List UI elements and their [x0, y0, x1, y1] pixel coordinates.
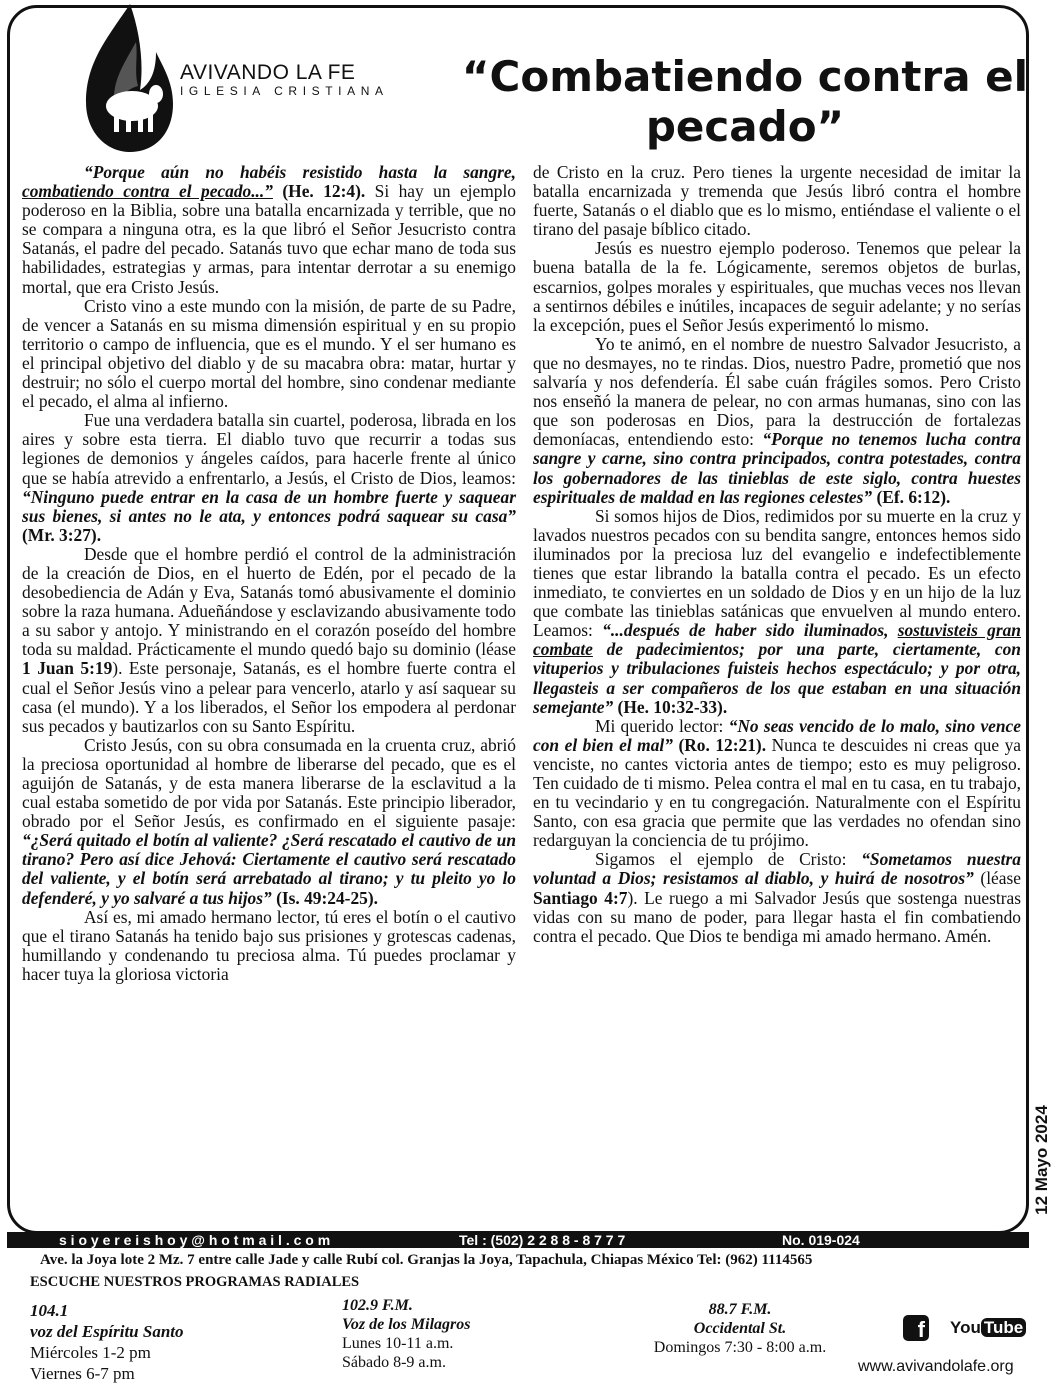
brand	[180, 62, 389, 98]
flame-lamb-logo	[78, 2, 178, 157]
contact-bar	[7, 1232, 1029, 1248]
issue-date: 12 Mayo 2024	[1032, 1105, 1051, 1215]
paragraph: Así es, mi amado hermano lector, tú eres el botín o el cautivo que el tirano Satanás ha tenido bajo sus prisiones y grotescas cadenas, humillando y condenando tu preciosa alma. Tú puedes proclamar y hacer tuya la gloriosa victoria	[22, 906, 516, 984]
paragraph: Fue una verdadera batalla sin cuartel, poderosa, librada en los aires y sobre esta tierra. El diablo tuvo que recurrir a todas sus legiones de demonios y ángeles caídos, para hacerle frente al único que se había atrevido a enfrentarlo, a Jesús, el Cristo de Dios, leamos: “Ninguno puede entrar en la casa de un hombre fuerte y saquear sus bienes, si antes no le ata, y entonces podrá saquear su casa” (Mr. 3:27).	[22, 410, 516, 545]
paragraph: de Cristo en la cruz. Pero tienes la urgente necesidad de imitar la batalla encarnizada y tremenda que Jesús libró contra el hombre fuerte, Satanás o el diablo que es lo mismo, entiéndase el valiente o el tirano del pasaje bíblico citado.	[533, 162, 1021, 240]
paragraph: Desde que el hombre perdió el control de la administración de la creación de Dios, en el huerto de Edén, por el pecado de la desobediencia de Adán y Eva, Satanás tomó abusivamente el dominio sobre la raza humana. Adueñándose y esclavizando abusivamente todo a su sabor y antojo. Y ministrando en el corazón poseído del hombre toda su maldad. Prácticamente el mundo quedó bajo su dominio (léase 1 Juan 5:19). Este personaje, Satanás, es el hombre fuerte contra el cual el Señor Jesús vino a pelear para vencerlo, atarlo y así saquear su casa (el mundo). Y a los liberados, el Señor los empodera al perdonar sus pecados y bautizarlos con su Santo Espíritu.	[22, 543, 516, 736]
paragraph: “Porque aún no habéis resistido hasta la sangre, combatiendo contra el pecado...” (He. 12:4). Si hay un ejemplo poderoso en la Biblia, sobre una batalla encarnizada y terrible, que no se compara a ninguna otra, es la que libró el Señor Jesucristo contra Satanás, el padre del pecado. Satanás tuvo que echar mano de toda sus habilidades, estrategias y armas, para intentar derrotar a su enemigo mortal, que era Cristo Jesús.	[22, 162, 516, 297]
youtube-icon[interactable]: You Tube	[950, 1317, 1026, 1341]
phone-number: Tel : (502) 2 2 8 8 - 8 7 7 7	[459, 1232, 626, 1248]
article-column-right	[533, 163, 1021, 946]
facebook-icon[interactable]: f	[903, 1315, 929, 1341]
paragraph: Cristo Jesús, con su obra consumada en la cruenta cruz, abrió la preciosa oportunidad al hombre de liberarse del pecado, que es el aguijón de Satanás, y de esta manera liberarse de la esclavitud a la cual estaba sometido de por vida por Satanás. Este principio liberador, obrado por el Señor Jesús, es confirmado en el siguiente pasaje: “¿Será quitado el botín al valiente? ¿Será rescatado el cautivo de un tirano? Pero así dice Jehová: Ciertamente el cautivo será rescatado del valiente, y el botín será arrebatado al tirano; y tu pleito yo lo defenderé, y yo salvaré a tus hijos” (Is. 49:24-25).	[22, 734, 516, 908]
brand-name: AVIVANDO LA FE	[180, 61, 356, 84]
article-title: “Combatiendo contra el pecado”	[461, 52, 1029, 151]
email-link[interactable]: s i o y e r e i s h o y @ h o t m a i l . c o m	[59, 1232, 331, 1248]
brand-subtitle: IGLESIA CRISTIANA	[180, 84, 389, 98]
article-column-left	[22, 163, 516, 984]
website-link[interactable]: www.avivandolafe.org	[858, 1358, 1014, 1375]
radio-station: 88.7 F.M. Occidental St. Domingos 7:30 - 8:00 a.m.	[653, 1301, 827, 1356]
paragraph: Cristo vino a este mundo con la misión, de parte de su Padre, de vencer a Satanás en su misma dimensión espiritual y en su propio territorio o campo de influencia, que es el mundo. Y el ser humano es el principal objetivo del diablo y de su macabra obra: matar, hurtar y destruir; no sólo el cuerpo mortal del hombre, sino condenar mediante el pecado, el alma al infierno.	[22, 295, 516, 412]
radio-station: 104.1 voz del Espíritu Santo Miércoles 1-2 pm Viernes 6-7 pm	[30, 1301, 184, 1383]
issue-number: No. 019-024	[782, 1232, 860, 1248]
paragraph: Jesús es nuestro ejemplo poderoso. Tenemos que pelear la buena batalla de la fe. Lógicamente, seremos objetos de burlas, escarnios, golpes morales y espirituales, que muchas veces nos llevan a sentirnos débiles e inútiles, incapaces de seguir adelante; y no serías la excepción, pues el Señor Jesús experimentó lo mismo.	[533, 238, 1021, 335]
paragraph: Sigamos el ejemplo de Cristo: “Sometamos nuestra voluntad a Dios; resistamos al diablo, y huirá de nosotros” (léase Santiago 4:7). Le ruego a mi Salvador Jesús que sostenga nuestras vidas con su mano de poder, para llegar hasta el fin combatiendo contra el pecado. Que Dios te bendiga mi amado hermano. Amén.	[533, 849, 1021, 946]
paragraph: Mi querido lector: “No seas vencido de lo malo, sino vence con el bien el mal” (Ro. 12:21). Nunca te descuides ni creas que ya venciste, no cantes victoria antes de tiempo; esto es muy peligroso. Ten cuidado de ti mismo. Pelea contra el mal en tu casa, en tu trabajo, en tu vecindario y en tu congregación. Naturalmente con el Espíritu Santo, con esa gracia que permite que las verdades no ofendan sino redarguyan la conciencia de tu prójimo.	[533, 715, 1021, 851]
radio-programs-heading: ESCUCHE NUESTROS PROGRAMAS RADIALES	[30, 1274, 360, 1290]
paragraph: Yo te animó, en el nombre de nuestro Salvador Jesucristo, a que no desmayes, no te rindas. Dios, nuestro Padre, prometió que nos salvaría y nos defendería. Él sabe cuán frágiles somos. Pero Cristo nos enseñó la manera de pelear, no con armas humanas, sino con las que son poderosas en Dios, para la destrucción de fortalezas demoníacas, entendiendo esto: “Porque no tenemos lucha contra sangre y carne, sino contra principados, contra potestades, contra los gobernadores de las tinieblas de este siglo, contra huestes espirituales de maldad en las regiones celestes” (Ef. 6:12).	[533, 333, 1021, 507]
address: Ave. la Joya lote 2 Mz. 7 entre calle Jade y calle Rubí col. Granjas la Joya, Tapachula, Chiapas México Tel: (962) 1114565	[40, 1252, 813, 1268]
paragraph: Si somos hijos de Dios, redimidos por su muerte en la cruz y lavados nuestros pecados con su bendita sangre, entonces hemos sido iluminados por la preciosa luz del evangelio e indefectiblemente tienes que estar librando la batalla contra el pecado. Es un efecto inmediato, te conviertes en un soldado de Dios y en un hijo de la luz que combate las tinieblas satánicas que envuelven al mundo entero. Leamos: “...después de haber sido iluminados, sostuvisteis gran combate de padecimientos; por una parte, ciertamente, con vituperios y tribulaciones fuisteis hechos espectáculo; y por otra, llegasteis a ser compañeros de los que estaban en una situación semejante” (He. 10:32-33).	[533, 505, 1021, 717]
radio-station: 102.9 F.M. Voz de los Milagros Lunes 10-11 a.m. Sábado 8-9 a.m.	[342, 1297, 471, 1371]
